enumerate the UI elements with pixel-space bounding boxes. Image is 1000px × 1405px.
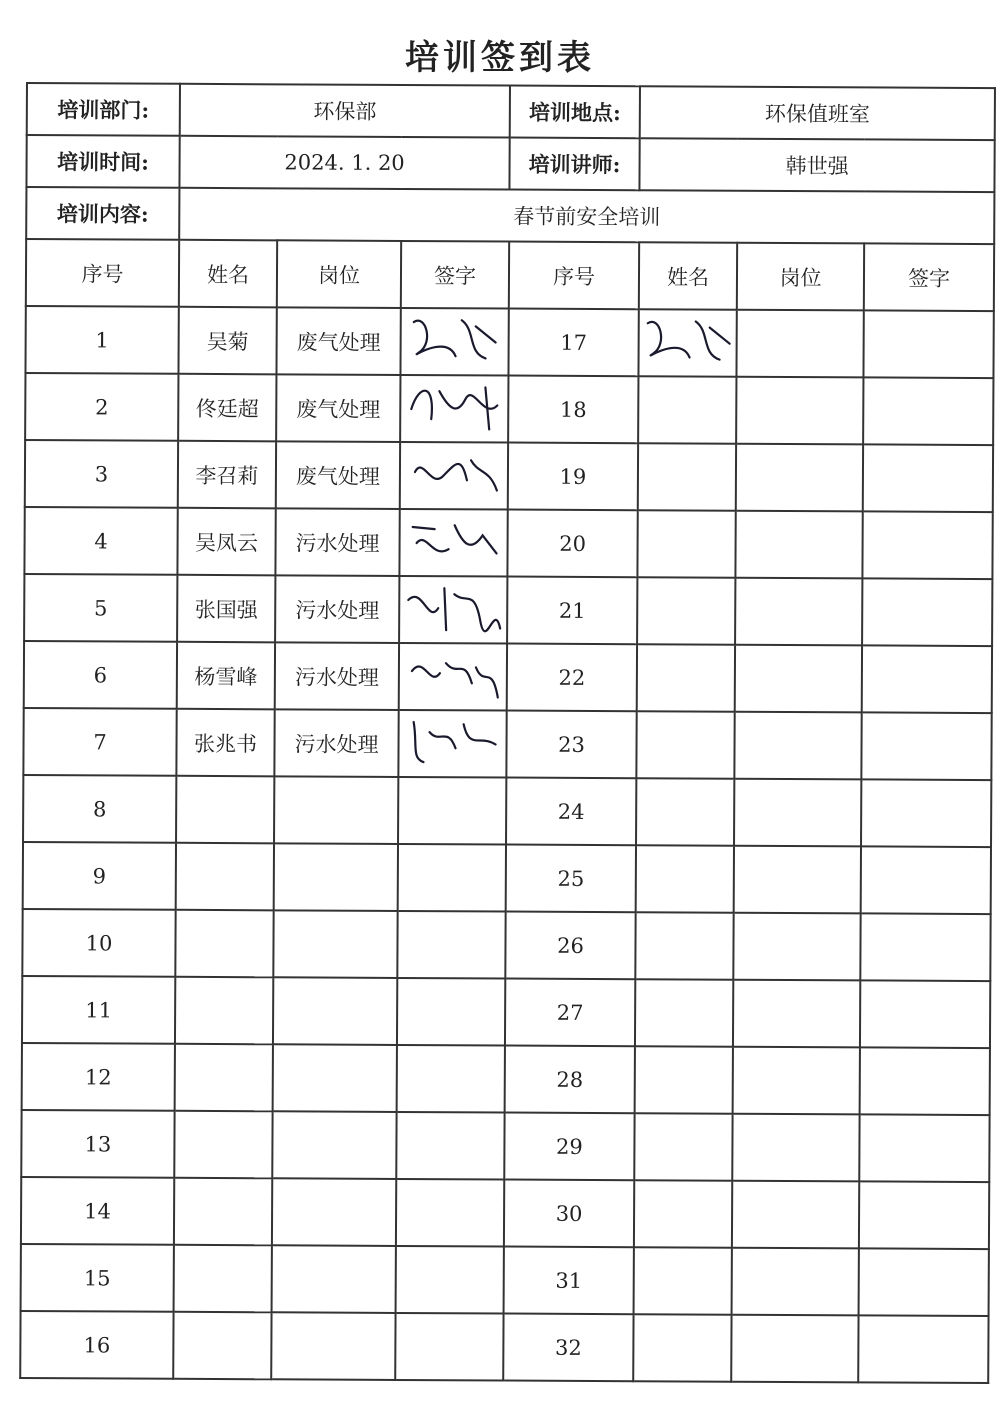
name-cell-right xyxy=(638,376,736,444)
row-number-left: 6 xyxy=(24,641,177,709)
post-cell-right xyxy=(733,913,860,981)
post-cell-right xyxy=(736,310,863,378)
post-cell-left xyxy=(272,1178,396,1246)
row-number-right: 28 xyxy=(505,1046,635,1114)
row-number-right: 26 xyxy=(505,912,635,980)
signature-cell-left xyxy=(398,710,506,778)
name-cell-right xyxy=(636,845,734,913)
handwritten-signature xyxy=(405,446,503,501)
table-row xyxy=(21,1177,989,1249)
table-row xyxy=(22,1043,990,1115)
col-header-no-right: 序号 xyxy=(509,242,639,310)
post-cell-left xyxy=(273,910,397,978)
table-row xyxy=(22,909,990,981)
row-number-right: 22 xyxy=(507,644,637,712)
col-header-post-right: 岗位 xyxy=(737,243,864,311)
table-row xyxy=(22,976,990,1048)
signature-cell-left xyxy=(395,1313,503,1381)
name-cell-left: 吴凤云 xyxy=(177,508,275,576)
signature-cell-right xyxy=(861,779,991,847)
location-value: 环保值班室 xyxy=(640,86,995,140)
name-cell-left xyxy=(175,1044,273,1112)
row-number-left: 15 xyxy=(21,1244,174,1312)
handwritten-signature xyxy=(406,312,504,367)
name-cell-right xyxy=(635,912,733,980)
table-row xyxy=(25,440,993,512)
post-cell-right xyxy=(735,511,862,579)
post-cell-left xyxy=(271,1312,395,1380)
post-cell-left: 污水处理 xyxy=(275,642,399,710)
lecturer-label: 培训讲师: xyxy=(509,138,639,191)
signature-cell-left xyxy=(398,844,506,912)
row-number-left: 2 xyxy=(25,373,178,441)
signature-cell-left xyxy=(397,911,505,979)
post-cell-right xyxy=(731,1315,858,1383)
name-cell-right xyxy=(636,778,734,846)
post-cell-left xyxy=(274,843,398,911)
name-cell-left xyxy=(175,910,273,978)
row-number-right: 20 xyxy=(507,510,637,578)
table-row xyxy=(21,1244,989,1316)
row-number-right: 21 xyxy=(507,577,637,645)
row-number-right: 29 xyxy=(504,1113,634,1181)
post-cell-right xyxy=(735,578,862,646)
row-number-left: 16 xyxy=(20,1311,173,1379)
row-number-right: 17 xyxy=(509,309,639,377)
post-cell-right xyxy=(732,1181,859,1249)
handwritten-signature xyxy=(405,379,503,434)
sign-in-table xyxy=(19,82,996,1384)
signature-cell-right xyxy=(862,645,992,713)
info-row-content xyxy=(26,187,994,244)
post-cell-left: 污水处理 xyxy=(275,575,399,643)
name-cell-left xyxy=(175,977,273,1045)
table-row xyxy=(24,574,992,646)
post-cell-right xyxy=(733,980,860,1048)
signature-cell-right xyxy=(861,846,991,914)
post-cell-left xyxy=(272,1245,396,1313)
signature-cell-left xyxy=(398,777,506,845)
post-cell-right xyxy=(735,645,862,713)
row-number-left: 10 xyxy=(22,909,175,977)
name-cell-right xyxy=(637,644,735,712)
name-cell-right xyxy=(636,711,734,779)
signature-cell-left xyxy=(400,442,508,510)
signature-cell-right xyxy=(862,578,992,646)
row-number-left: 11 xyxy=(22,976,175,1044)
row-number-left: 8 xyxy=(23,775,176,843)
location-label: 培训地点: xyxy=(510,86,640,139)
signature-cell-left xyxy=(397,1045,505,1113)
name-cell-left: 杨雪峰 xyxy=(177,642,275,710)
signature-cell-right xyxy=(861,712,991,780)
signature-cell-left xyxy=(396,1112,504,1180)
row-number-right: 23 xyxy=(506,711,636,779)
handwritten-signature xyxy=(404,513,502,568)
signature-cell-right xyxy=(859,1248,989,1316)
row-number-left: 3 xyxy=(25,440,178,508)
post-cell-right xyxy=(736,444,863,512)
table-row xyxy=(20,1311,988,1383)
name-cell-right xyxy=(635,979,733,1047)
table-row xyxy=(21,1110,989,1182)
table-row xyxy=(24,507,992,579)
col-header-name-left: 姓名 xyxy=(179,240,277,308)
post-cell-right xyxy=(732,1248,859,1316)
signature-cell-right xyxy=(859,1114,989,1182)
name-cell-right xyxy=(638,309,736,377)
name-cell-left: 张国强 xyxy=(177,575,275,643)
post-cell-left: 污水处理 xyxy=(274,709,398,777)
col-header-no-left: 序号 xyxy=(26,239,179,307)
row-number-right: 31 xyxy=(504,1247,634,1315)
table-row xyxy=(25,373,993,445)
content-value: 春节前安全培训 xyxy=(179,188,994,244)
post-cell-left xyxy=(273,977,397,1045)
post-cell-left xyxy=(274,776,398,844)
signature-cell-left xyxy=(396,1246,504,1314)
post-cell-right xyxy=(732,1114,859,1182)
signature-cell-right xyxy=(859,1181,989,1249)
handwritten-signature xyxy=(404,647,502,702)
page-title: 培训签到表 xyxy=(405,38,595,78)
signature-cell-left xyxy=(400,375,508,443)
signature-cell-left xyxy=(399,509,507,577)
post-cell-right xyxy=(734,846,861,914)
table-row xyxy=(25,306,993,378)
dept-value: 环保部 xyxy=(180,84,510,138)
name-cell-right xyxy=(633,1314,731,1382)
row-number-left: 9 xyxy=(23,842,176,910)
signature-cell-left xyxy=(399,643,507,711)
row-number-right: 25 xyxy=(506,845,636,913)
lecturer-value: 韩世强 xyxy=(639,138,994,192)
name-cell-left: 吴菊 xyxy=(178,307,276,375)
name-cell-left xyxy=(176,776,274,844)
name-cell-right xyxy=(637,577,735,645)
signature-cell-right xyxy=(860,980,990,1048)
signature-cell-right xyxy=(863,444,993,512)
time-value: 2024. 1. 20 xyxy=(179,136,509,190)
name-cell-left: 佟廷超 xyxy=(178,374,276,442)
name-cell-left xyxy=(173,1312,271,1380)
signature-cell-right xyxy=(860,913,990,981)
column-header-row xyxy=(26,239,994,311)
row-number-right: 30 xyxy=(504,1180,634,1248)
col-header-name-right: 姓名 xyxy=(639,242,737,310)
col-header-sign-left: 签字 xyxy=(401,241,509,309)
name-cell-left xyxy=(174,1245,272,1313)
table-row xyxy=(23,775,991,847)
row-number-right: 27 xyxy=(505,979,635,1047)
post-cell-left: 废气处理 xyxy=(276,307,400,375)
row-number-left: 5 xyxy=(24,574,177,642)
dept-label: 培训部门: xyxy=(27,83,180,136)
name-cell-left xyxy=(176,843,274,911)
signature-cell-left xyxy=(399,576,507,644)
name-cell-right xyxy=(637,510,735,578)
row-number-right: 18 xyxy=(508,376,638,444)
post-cell-right xyxy=(733,1047,860,1115)
post-cell-left: 废气处理 xyxy=(276,441,400,509)
signature-cell-right xyxy=(858,1315,988,1383)
post-cell-right xyxy=(734,779,861,847)
info-row-dept xyxy=(27,83,995,140)
row-number-right: 24 xyxy=(506,778,636,846)
col-header-post-left: 岗位 xyxy=(277,240,401,308)
table-row xyxy=(24,641,992,713)
name-cell-right xyxy=(635,1046,733,1114)
name-cell-left xyxy=(174,1111,272,1179)
post-cell-left xyxy=(272,1111,396,1179)
handwritten-signature xyxy=(404,580,502,635)
row-number-left: 7 xyxy=(23,708,176,776)
col-header-sign-right: 签字 xyxy=(864,243,994,311)
name-cell-right xyxy=(634,1180,732,1248)
table-row xyxy=(23,708,991,780)
row-number-left: 4 xyxy=(24,507,177,575)
post-cell-left xyxy=(273,1044,397,1112)
name-cell-left: 李召莉 xyxy=(178,441,276,509)
row-number-left: 12 xyxy=(22,1043,175,1111)
info-row-time xyxy=(26,135,994,192)
row-number-left: 14 xyxy=(21,1177,174,1245)
signature-cell-left xyxy=(396,1179,504,1247)
row-number-left: 13 xyxy=(21,1110,174,1178)
name-cell-left: 张兆书 xyxy=(176,709,274,777)
signature-cell-right xyxy=(860,1047,990,1115)
row-number-right: 32 xyxy=(503,1314,633,1382)
signature-cell-right xyxy=(863,310,993,378)
signature-cell-right xyxy=(863,377,993,445)
post-cell-left: 污水处理 xyxy=(275,508,399,576)
name-cell-right xyxy=(634,1247,732,1315)
table-row xyxy=(23,842,991,914)
signature-cell-left xyxy=(397,978,505,1046)
handwritten-signature xyxy=(403,714,501,769)
post-cell-right xyxy=(734,712,861,780)
signature-cell-right xyxy=(862,511,992,579)
name-cell-left xyxy=(174,1178,272,1246)
post-cell-left: 废气处理 xyxy=(276,374,400,442)
signature-cell-left xyxy=(400,308,508,376)
handwritten-signature xyxy=(640,313,737,368)
post-cell-right xyxy=(736,377,863,445)
row-number-right: 19 xyxy=(508,443,638,511)
name-cell-right xyxy=(638,443,736,511)
content-label: 培训内容: xyxy=(26,187,179,240)
row-number-left: 1 xyxy=(25,306,178,374)
time-label: 培训时间: xyxy=(26,135,179,188)
name-cell-right xyxy=(634,1113,732,1181)
